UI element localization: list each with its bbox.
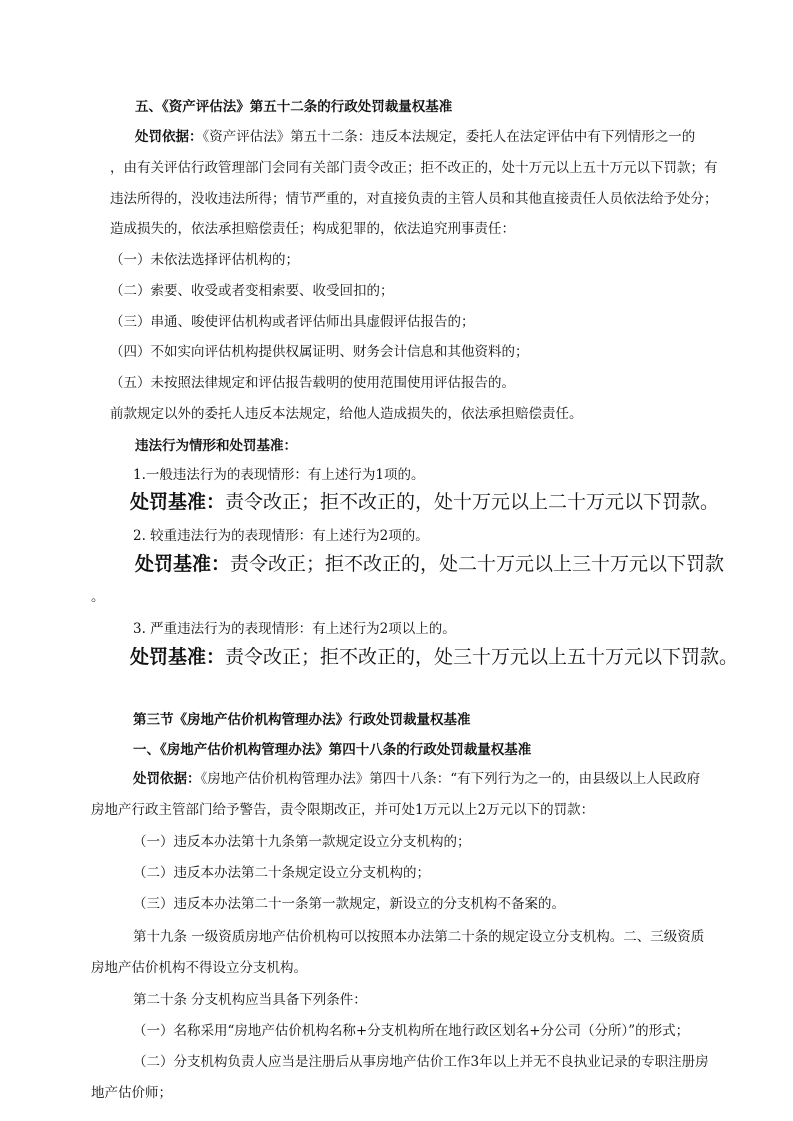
penalty-basis-line-2: 房地产行政主管部门给予警告，责令限期改正，并可处1万元以上2万元以下的罚款： [91,802,595,818]
penalty-basis-text: 《房地产估价机构管理办法》第四十八条：“有下列行为之一的，由县级以上人民政府 [200,771,701,787]
penalty-basis-label: 处罚依据： [133,771,201,787]
article-19-line-2: 房地产估价机构不得设立分支机构。 [91,960,307,976]
note-paragraph: 前款规定以外的委托人违反本法规定，给他人造成损失的，依法承担赔偿责任。 [110,406,583,422]
penalty-basis-line-3: 违法所得的，没收违法所得；情节严重的，对直接负责的主管人员和其他直接责任人员依法给予处分； [110,191,718,207]
penalty-basis-line-2: ，由有关评估行政管理部门会同有关部门责令改正；拒不改正的，处十万元以上五十万元以下罚款；有 [110,160,718,176]
level-1-description: 1.一般违法行为的表现情形：有上述行为1项的。 [133,467,425,483]
section-subheading: 一、《房地产估价机构管理办法》第四十八条的行政处罚裁量权基准 [133,742,532,758]
penalty-basis-line-1 [133,770,700,788]
list-item-continued: 地产估价师； [91,1085,172,1101]
list-item: （四）不如实向评估机构提供权属证明、财务会计信息和其他资料的； [110,344,529,360]
level-3-standard [130,645,738,669]
penalty-standard-label: 处罚基准： [130,491,226,513]
penalty-standard-label: 处罚基准： [130,646,226,668]
list-item: （一）未依法选择评估机构的； [110,252,299,268]
list-item: （一）违反本办法第十九条第一款规定设立分支机构的； [133,834,471,850]
level-1-standard [130,490,719,514]
penalty-standard-text: 责令改正；拒不改正的，处十万元以上二十万元以下罚款。 [225,491,720,513]
section-title: 五、《资产评估法》第五十二条的行政处罚裁量权基准 [135,99,453,115]
penalty-basis-text: 《资产评估法》第五十二条：违反本法规定，委托人在法定评估中有下列情形之一的 [202,129,696,145]
penalty-standard-text: 责令改正；拒不改正的，处三十万元以上五十万元以下罚款。 [225,646,739,668]
level-2-description: 2. 较重违法行为的表现情形：有上述行为2项的。 [133,528,429,544]
list-item: （二）分支机构负责人应当是注册后从事房地产估价工作3年以上并无不良执业记录的专职注册房 [133,1054,709,1070]
list-item: （五）未按照法律规定和评估报告载明的使用范围使用评估报告的。 [110,375,515,391]
article-20-title: 第二十条 分支机构应当具备下列条件： [133,992,367,1008]
article-19-line-1: 第十九条 一级资质房地产估价机构可以按照本办法第二十条的规定设立分支机构。二、三级资质 [133,929,705,945]
level-2-standard-tail: 。 [91,589,105,605]
penalty-basis-line-4: 造成损失的，依法承担赔偿责任；构成犯罪的，依法追究刑事责任： [110,221,515,237]
penalty-basis-line-1 [135,128,695,146]
list-item: （二）索要、收受或者变相索要、收受回扣的； [110,283,394,299]
penalty-standard-label: 处罚基准： [135,553,231,575]
list-item: （三）违反本办法第二十一条第一款规定，新设立的分支机构不备案的。 [133,896,565,912]
list-item: （三）串通、唆使评估机构或者评估师出具虚假评估报告的； [110,314,475,330]
level-3-description: 3. 严重违法行为的表现情形：有上述行为2项以上的。 [133,621,456,637]
list-item: （一）名称采用“房地产估价机构名称+分支机构所在地行政区划名+分公司（分所）”的形式； [133,1023,690,1039]
section-heading: 第三节《房地产估价机构管理办法》行政处罚裁量权基准 [133,712,471,728]
situations-title: 违法行为情形和处罚基准： [135,438,297,454]
list-item: （二）违反本办法第二十条规定设立分支机构的； [133,865,430,881]
penalty-standard-text: 责令改正；拒不改正的，处二十万元以上三十万元以下罚款 [230,553,725,575]
level-2-standard [135,552,724,576]
penalty-basis-label: 处罚依据： [135,129,203,145]
